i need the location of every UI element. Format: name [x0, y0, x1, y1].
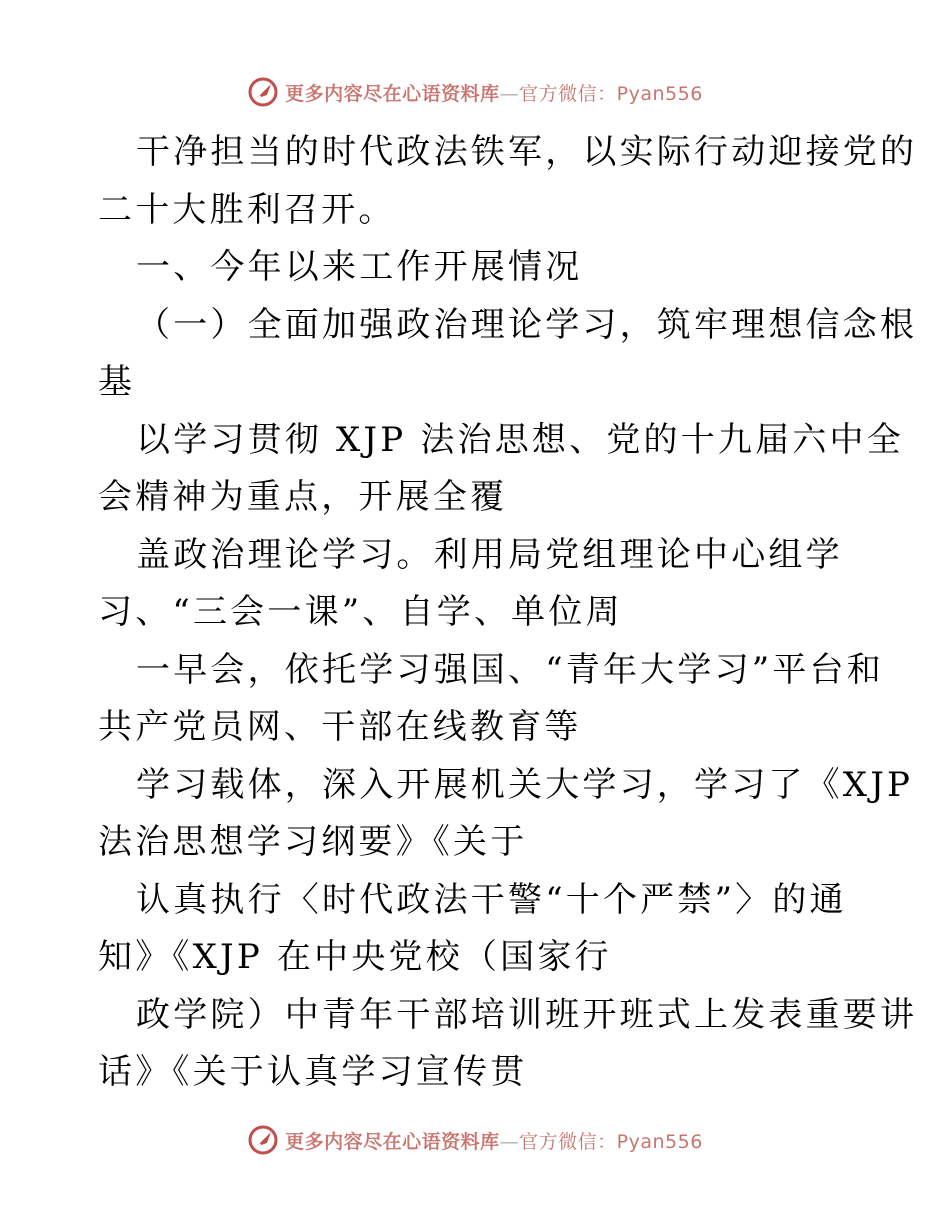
watermark-brand: 更多内容尽在心语资料库 [285, 1130, 500, 1153]
document-body [98, 124, 918, 1102]
watermark-text [285, 1127, 703, 1154]
text-line-8: 盖政治理论学习。利用局党组理论中心组学 [136, 534, 843, 575]
text-line-10: 一早会，依托学习强国、“青年大学习”平台和 [136, 649, 884, 690]
text-line-16: 政学院）中青年干部培训班开班式上发表重要讲 [136, 994, 918, 1035]
text-line-14: 认真执行〈时代政法干警“十个严禁”〉的通 [136, 879, 847, 920]
watermark-brand: 更多内容尽在心语资料库 [285, 82, 500, 105]
subsection-heading-1-cont: 基 [98, 362, 136, 402]
text-line-7: 会精神为重点，开展全覆 [98, 477, 508, 517]
text-line-11: 共产党员网、干部在线教育等 [98, 707, 582, 747]
watermark-group [247, 1124, 703, 1156]
watermark-separator: — [499, 82, 520, 105]
watermark-contact: 官方微信：Pyan556 [519, 1130, 703, 1153]
watermark-contact: 官方微信：Pyan556 [519, 82, 703, 105]
text-line-17: 话》《关于认真学习宣传贯 [98, 1052, 528, 1092]
text-line-12: 学习载体，深入开展机关大学习，学习了《XJP [136, 764, 914, 805]
text-line-6: 以学习贯彻 XJP 法治思想、党的十九届六中全 [136, 419, 904, 460]
quill-logo-icon [247, 76, 279, 108]
text-line-2: 二十大胜利召开。 [98, 189, 396, 230]
text-line-9: 习、“三会一课”、自学、单位周 [98, 592, 623, 632]
section-heading-1: 一、今年以来工作开展情况 [136, 247, 583, 287]
watermark-text [285, 79, 703, 106]
watermark-separator: — [499, 1130, 520, 1153]
header-watermark [0, 72, 950, 112]
text-line-1: 干净担当的时代政法铁军，以实际行动迎接党的 [136, 132, 918, 172]
quill-logo-icon [247, 1124, 279, 1156]
footer-watermark [0, 1120, 950, 1160]
text-line-15: 知》《XJP 在中央党校（国家行 [98, 937, 612, 977]
watermark-group [247, 76, 703, 108]
subsection-heading-1: （一）全面加强政治理论学习，筑牢理想信念根 [136, 304, 918, 345]
text-line-13: 法治思想学习纲要》《关于 [98, 822, 528, 862]
